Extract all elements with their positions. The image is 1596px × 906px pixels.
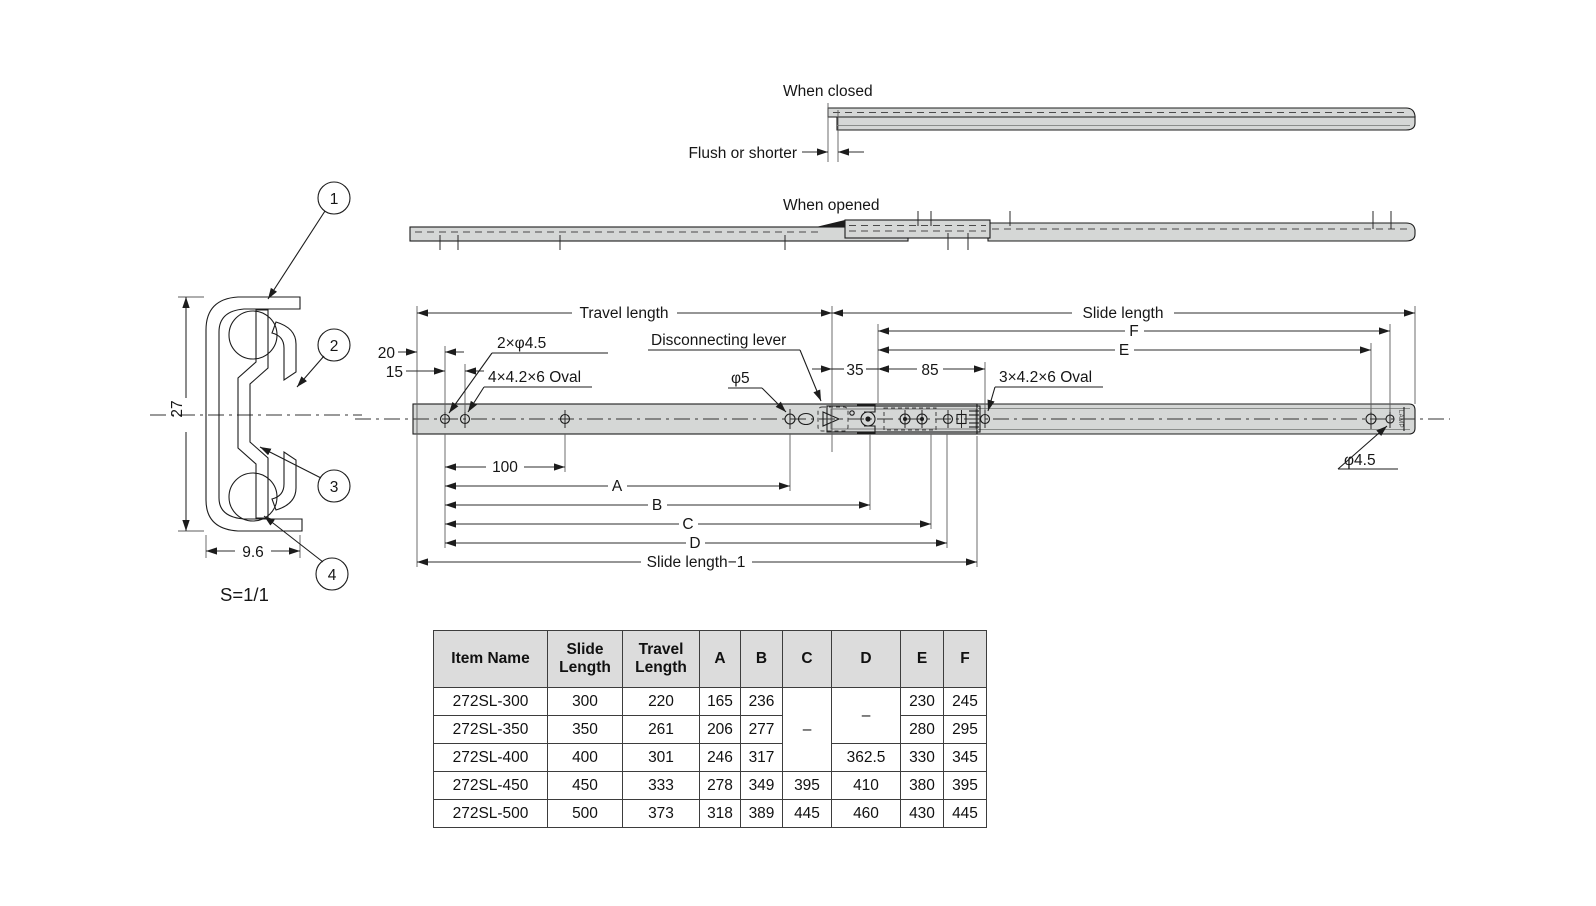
cell-a: 278 [700, 772, 741, 800]
cell-e: 380 [901, 772, 944, 800]
dim-85 [878, 362, 985, 379]
dim-100-label: 100 [492, 459, 518, 476]
leader-disconnecting-lever [648, 332, 821, 401]
dim-f [878, 323, 1390, 340]
cell-b: 389 [741, 800, 783, 828]
cell-e: 430 [901, 800, 944, 828]
dim-85-label: 85 [921, 362, 939, 379]
dim-27-label: 27 [169, 400, 186, 418]
brand-stamp: LAMP [1397, 409, 1403, 429]
travel-length-label: Travel length [579, 305, 669, 322]
header-travel-length: Travel Length [623, 631, 700, 688]
dim-a-label: A [611, 478, 623, 495]
cell-travel: 301 [623, 744, 700, 772]
cell-a: 318 [700, 800, 741, 828]
table-row [434, 688, 987, 716]
dim-c-label: C [682, 516, 694, 533]
cell-item: 272SL-300 [434, 688, 548, 716]
cell-d: 410 [832, 772, 901, 800]
cell-e: 280 [901, 716, 944, 744]
cell-f: 395 [944, 772, 987, 800]
dim-100 [445, 459, 565, 476]
table-row [434, 800, 987, 828]
phi5-label: φ5 [731, 370, 750, 387]
closed-view [688, 83, 1415, 162]
front-oval-label: 4×4.2×6 Oval [488, 369, 582, 386]
callout-2 [297, 329, 350, 387]
cell-f: 345 [944, 744, 987, 772]
table-header-row [434, 631, 987, 688]
dim-35 [812, 362, 898, 379]
table-row [434, 772, 987, 800]
front-holes-label: 2×φ4.5 [497, 335, 547, 352]
plan-view [355, 305, 1450, 571]
cell-slide: 400 [548, 744, 623, 772]
lever-ramp-wedge [816, 220, 845, 227]
header-c: C [783, 631, 832, 688]
callout-3-number: 3 [329, 479, 339, 496]
cell-f: 245 [944, 688, 987, 716]
header-item-name: Item Name [434, 631, 548, 688]
right-wall-lower [272, 452, 296, 510]
dim-e [878, 342, 1371, 359]
closed-view-title: When closed [783, 83, 873, 100]
dim-e-label: E [1118, 342, 1130, 359]
scale-label: S=1/1 [220, 584, 269, 605]
callout-3 [260, 447, 350, 502]
header-a: A [700, 631, 741, 688]
cell-a: 246 [700, 744, 741, 772]
cell-slide: 500 [548, 800, 623, 828]
extension-lines [417, 306, 1415, 567]
spec-table [433, 630, 987, 828]
rear-oval-label: 3×4.2×6 Oval [999, 369, 1093, 386]
cell-b: 277 [741, 716, 783, 744]
cell-e: 330 [901, 744, 944, 772]
cell-travel: 373 [623, 800, 700, 828]
cross-section-view [150, 182, 362, 605]
callout-2-number: 2 [329, 338, 339, 355]
cell-d: 460 [832, 800, 901, 828]
flush-dimension [688, 103, 864, 162]
cell-c: 445 [783, 800, 832, 828]
cell-d: 362.5 [832, 744, 901, 772]
cell-slide: 300 [548, 688, 623, 716]
dim-20 [378, 345, 464, 362]
cell-slide: 350 [548, 716, 623, 744]
dim-35-label: 35 [846, 362, 864, 379]
callout-1-number: 1 [329, 191, 339, 208]
opened-view [410, 197, 1415, 250]
table-row [434, 744, 987, 772]
dim-slide-length-minus-1 [417, 554, 977, 571]
cell-e: 230 [901, 688, 944, 716]
header-slide-length: Slide Length [548, 631, 623, 688]
dim-9-6 [206, 535, 300, 561]
dim-travel-length [417, 305, 832, 322]
callout-4 [264, 516, 348, 590]
header-f: F [944, 631, 987, 688]
dim-15-label: 15 [385, 364, 403, 381]
cell-c: 395 [783, 772, 832, 800]
header-e: E [901, 631, 944, 688]
cell-a: 206 [700, 716, 741, 744]
callout-1 [268, 182, 350, 299]
dim-27 [169, 297, 204, 531]
cell-item: 272SL-400 [434, 744, 548, 772]
dim-b [445, 497, 870, 514]
cell-c-merged: – [783, 688, 832, 772]
ball-bearing-top [229, 311, 277, 359]
cell-b: 236 [741, 688, 783, 716]
dim-20-label: 20 [377, 345, 395, 362]
right-wall-upper [272, 322, 296, 380]
dim-15 [386, 364, 484, 381]
rear-hole-label: φ4.5 [1344, 452, 1376, 469]
closed-slide-body [837, 117, 1415, 130]
disconnecting-lever-label: Disconnecting lever [651, 332, 787, 349]
ball-bearing-bottom [229, 473, 277, 521]
cell-item: 272SL-350 [434, 716, 548, 744]
cell-f: 295 [944, 716, 987, 744]
header-d: D [832, 631, 901, 688]
cell-b: 317 [741, 744, 783, 772]
table-row [434, 716, 987, 744]
opened-cabinet-member [988, 223, 1415, 241]
slide-length-minus-1-label: Slide length−1 [646, 554, 746, 571]
flush-note: Flush or shorter [688, 145, 797, 162]
cell-b: 349 [741, 772, 783, 800]
dim-a [445, 478, 790, 495]
dim-9-6-label: 9.6 [242, 544, 264, 561]
cell-travel: 333 [623, 772, 700, 800]
opened-drawer-member [410, 227, 908, 241]
cell-travel: 220 [623, 688, 700, 716]
slide-length-label: Slide length [1082, 305, 1164, 322]
opened-view-title: When opened [783, 197, 880, 214]
dim-f-label: F [1129, 323, 1139, 340]
dim-slide-length [832, 305, 1415, 322]
dim-d-label: D [689, 535, 701, 552]
dim-c [445, 516, 931, 533]
cell-f: 445 [944, 800, 987, 828]
dim-d [445, 535, 947, 552]
cell-item: 272SL-450 [434, 772, 548, 800]
cell-travel: 261 [623, 716, 700, 744]
inner-member-profile [238, 310, 268, 518]
callout-4-number: 4 [327, 567, 337, 584]
dim-b-label: B [651, 497, 663, 514]
cell-d-merged: – [832, 688, 901, 744]
outer-member-profile [206, 297, 302, 531]
header-b: B [741, 631, 783, 688]
cell-slide: 450 [548, 772, 623, 800]
cell-item: 272SL-500 [434, 800, 548, 828]
cell-a: 165 [700, 688, 741, 716]
